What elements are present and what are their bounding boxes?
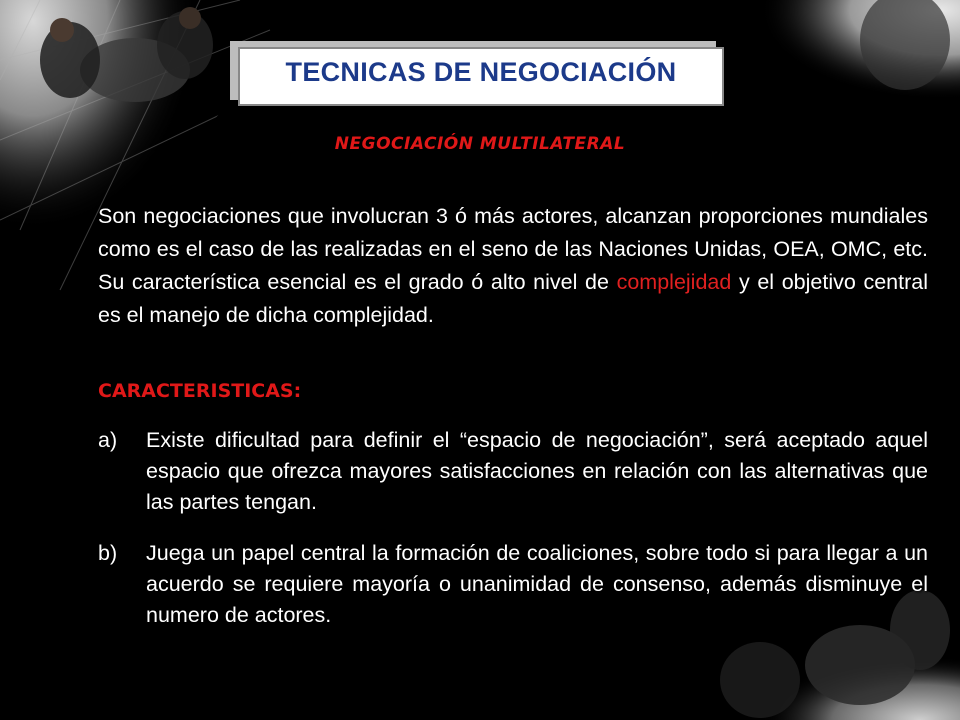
title-box: [238, 47, 724, 106]
list-item-b: [98, 538, 928, 631]
list-item-text: Juega un papel central la formación de coaliciones, sobre todo si para llegar a un acuerdo se requiere mayoría o unanimidad de consenso, además disminuye el numero de actores.: [146, 541, 928, 627]
features-heading: CARACTERISTICAS:: [98, 380, 302, 402]
list-item-label: a): [98, 428, 118, 452]
list-item-text: Existe dificultad para definir el “espacio de negociación”, será aceptado aquel espacio que ofrezca mayores satisfacciones en relación con las alternativas que las partes tengan.: [146, 428, 928, 514]
list-item-a: [98, 425, 928, 518]
subtitle: NEGOCIACIÓN MULTILATERAL: [334, 134, 626, 154]
intro-text-end: y el objetivo central es el manejo de dicha complejidad.: [98, 270, 928, 327]
page-title: TECNICAS DE NEGOCIACIÓN: [285, 57, 677, 87]
intro-highlight: complejidad: [616, 270, 732, 294]
intro-paragraph: [98, 200, 928, 332]
intro-text-start: Son negociaciones que involucran 3 ó más actores, alcanzan proporciones mundiales como es el caso de las realizadas en el seno de las Naciones Unidas, OEA, OMC, etc. Su característica esencial es el grado ó alto nivel de: [98, 204, 928, 294]
list-item-label: b): [98, 541, 118, 565]
